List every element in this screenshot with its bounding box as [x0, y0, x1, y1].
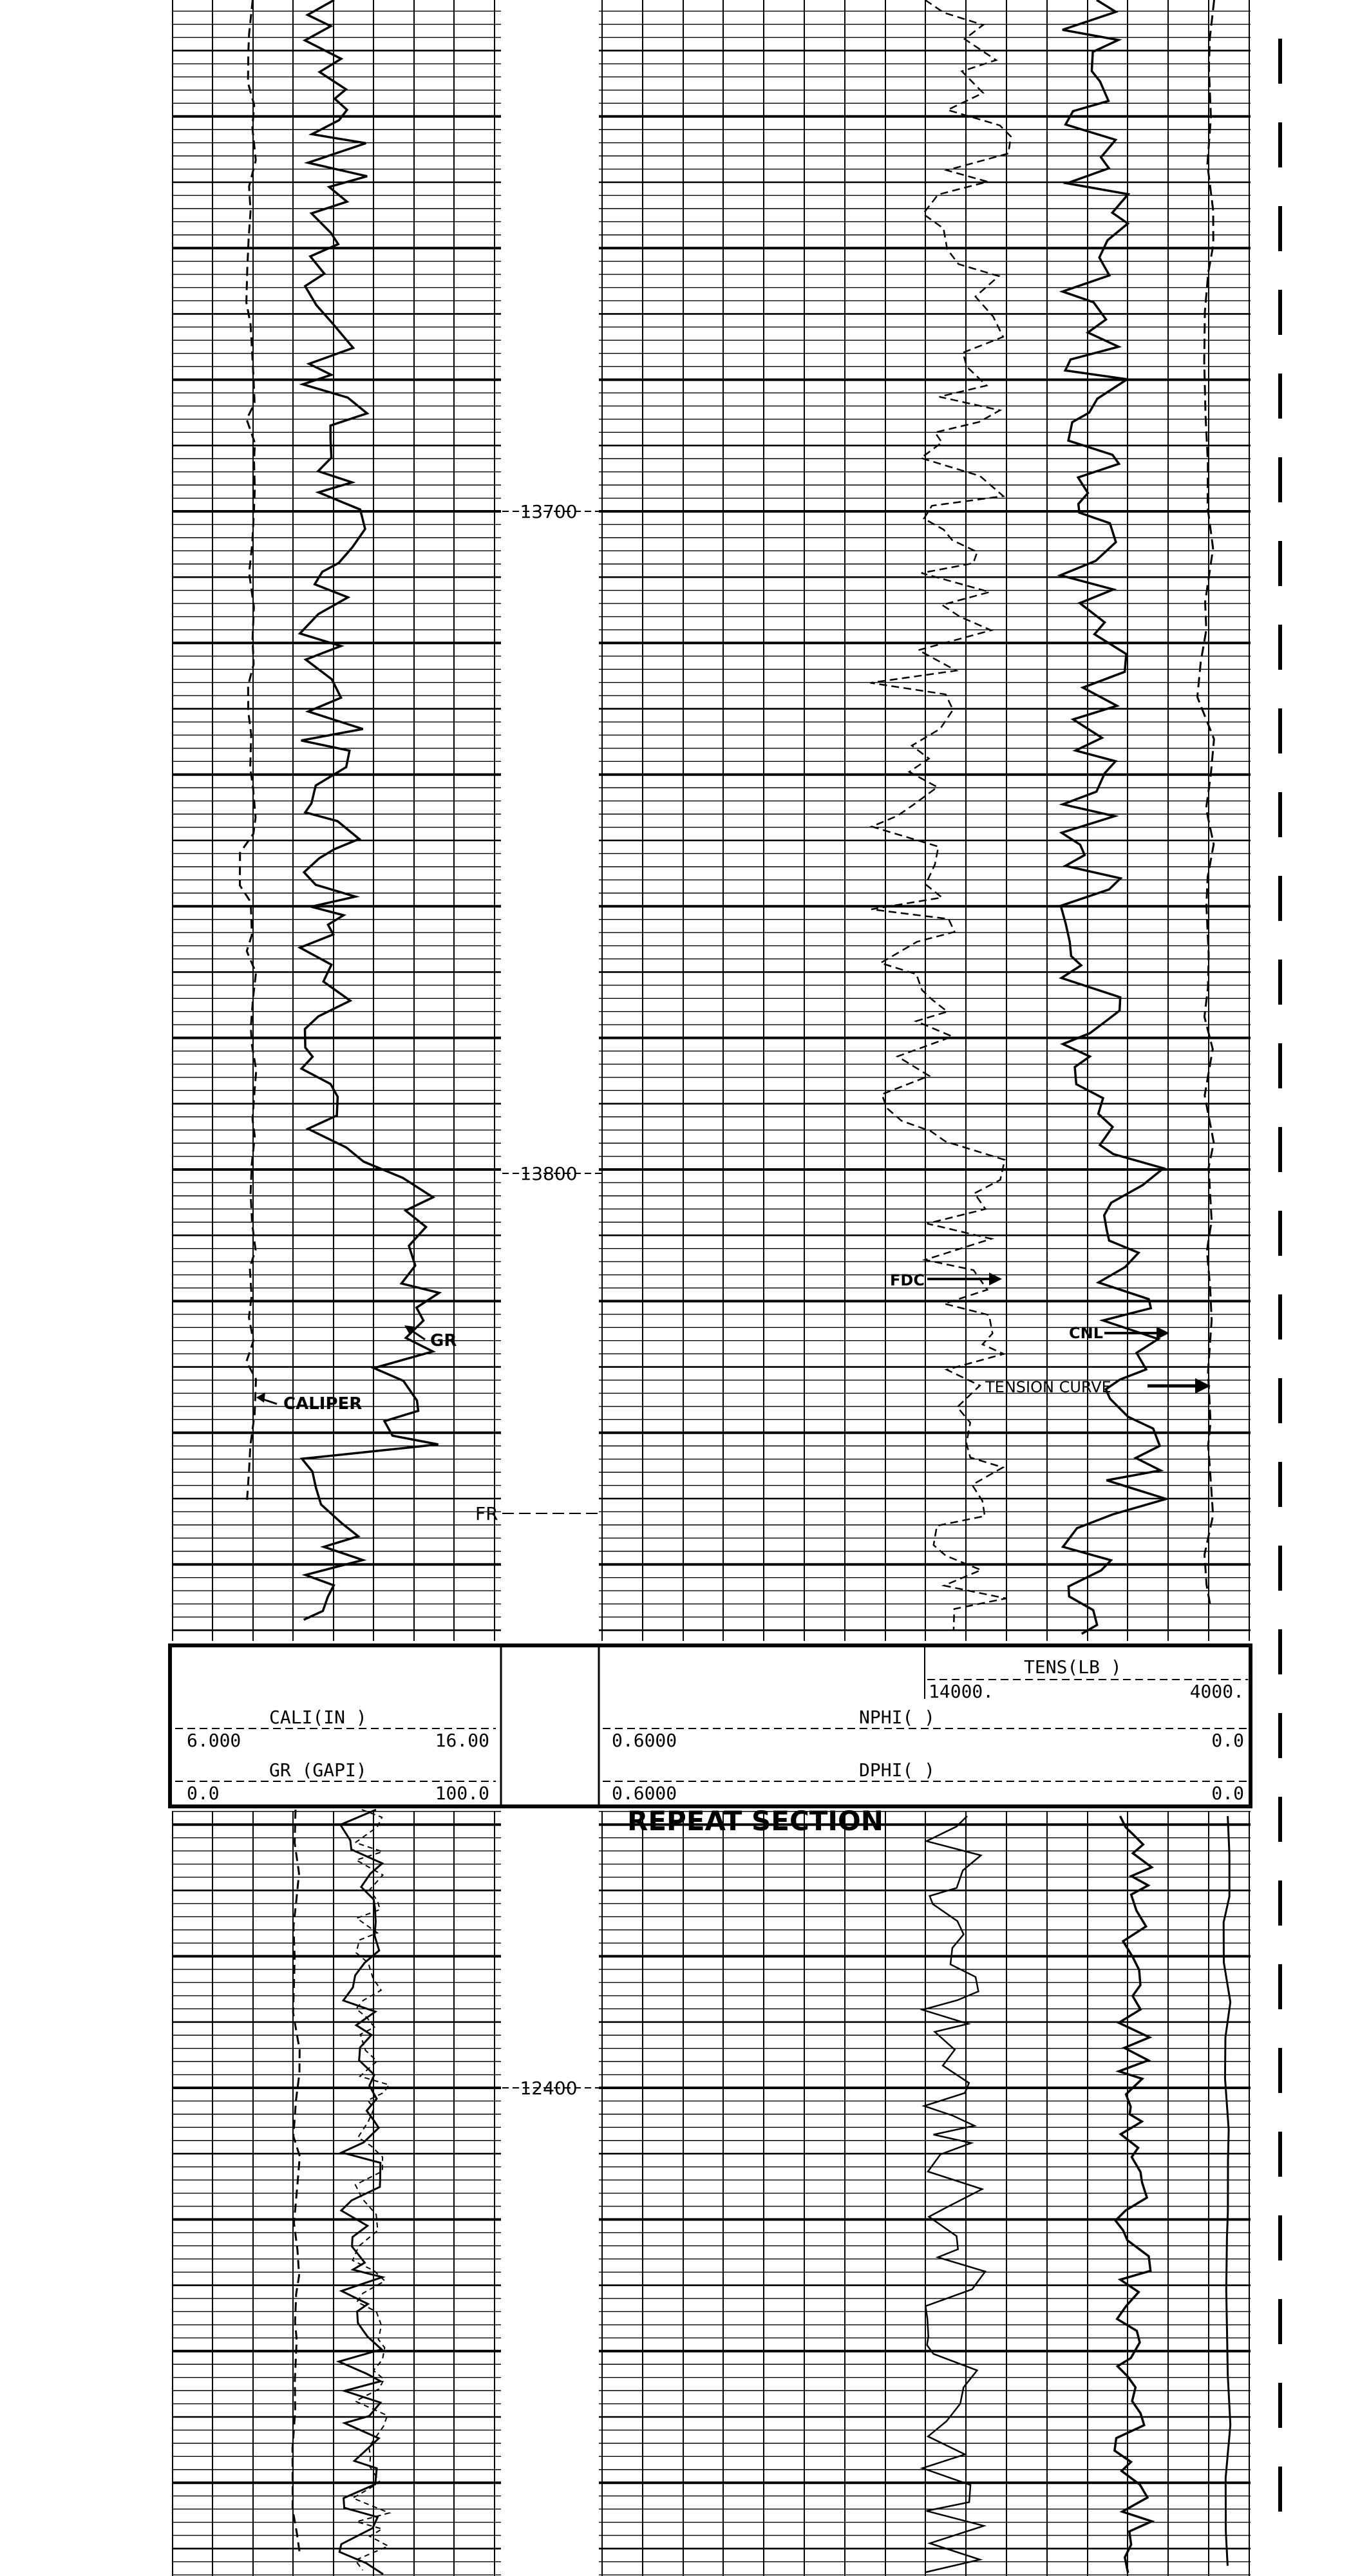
gr-right-value: 100.0: [435, 1783, 489, 1804]
tens-label: TENS(LB ): [1024, 1656, 1122, 1678]
dphi-left-value: 0.6000: [612, 1783, 677, 1804]
dphi-right-value: 0.0: [1211, 1783, 1244, 1804]
header-depth-gap: [501, 1647, 599, 1804]
gr-label: GR: [430, 1331, 457, 1350]
curve-scale-header: [170, 1645, 1251, 1806]
gr-scale-label: GR (GAPI): [269, 1759, 367, 1781]
tens-left-value: 14000.: [929, 1681, 994, 1702]
depth-label-13800: 13800: [520, 1163, 578, 1184]
depth-column-blank: [501, 0, 599, 2576]
nphi-right-value: 0.0: [1211, 1730, 1244, 1751]
gr-left-value: 0.0: [187, 1783, 220, 1804]
dphi-label: DPHI( ): [859, 1759, 936, 1781]
cali-label: CALI(IN ): [269, 1707, 367, 1728]
fdc-label: FDC: [890, 1271, 925, 1289]
cali-right-value: 16.00: [435, 1730, 489, 1751]
depth-label-12400: 12400: [520, 2078, 578, 2099]
cali-left-value: 6.000: [187, 1730, 241, 1751]
tension-curve-label: TENSION CURVE: [985, 1378, 1111, 1396]
cnl-label: CNL: [1069, 1324, 1103, 1342]
fr-label: FR: [475, 1503, 498, 1524]
depth-label-13700: 13700: [520, 501, 578, 522]
tens-right-value: 4000.: [1189, 1681, 1244, 1702]
nphi-label: NPHI( ): [859, 1707, 936, 1728]
caliper-label: CALIPER: [283, 1394, 363, 1414]
repeat-section-label: REPEAT SECTION: [627, 1805, 883, 1837]
nphi-left-value: 0.6000: [612, 1730, 677, 1751]
